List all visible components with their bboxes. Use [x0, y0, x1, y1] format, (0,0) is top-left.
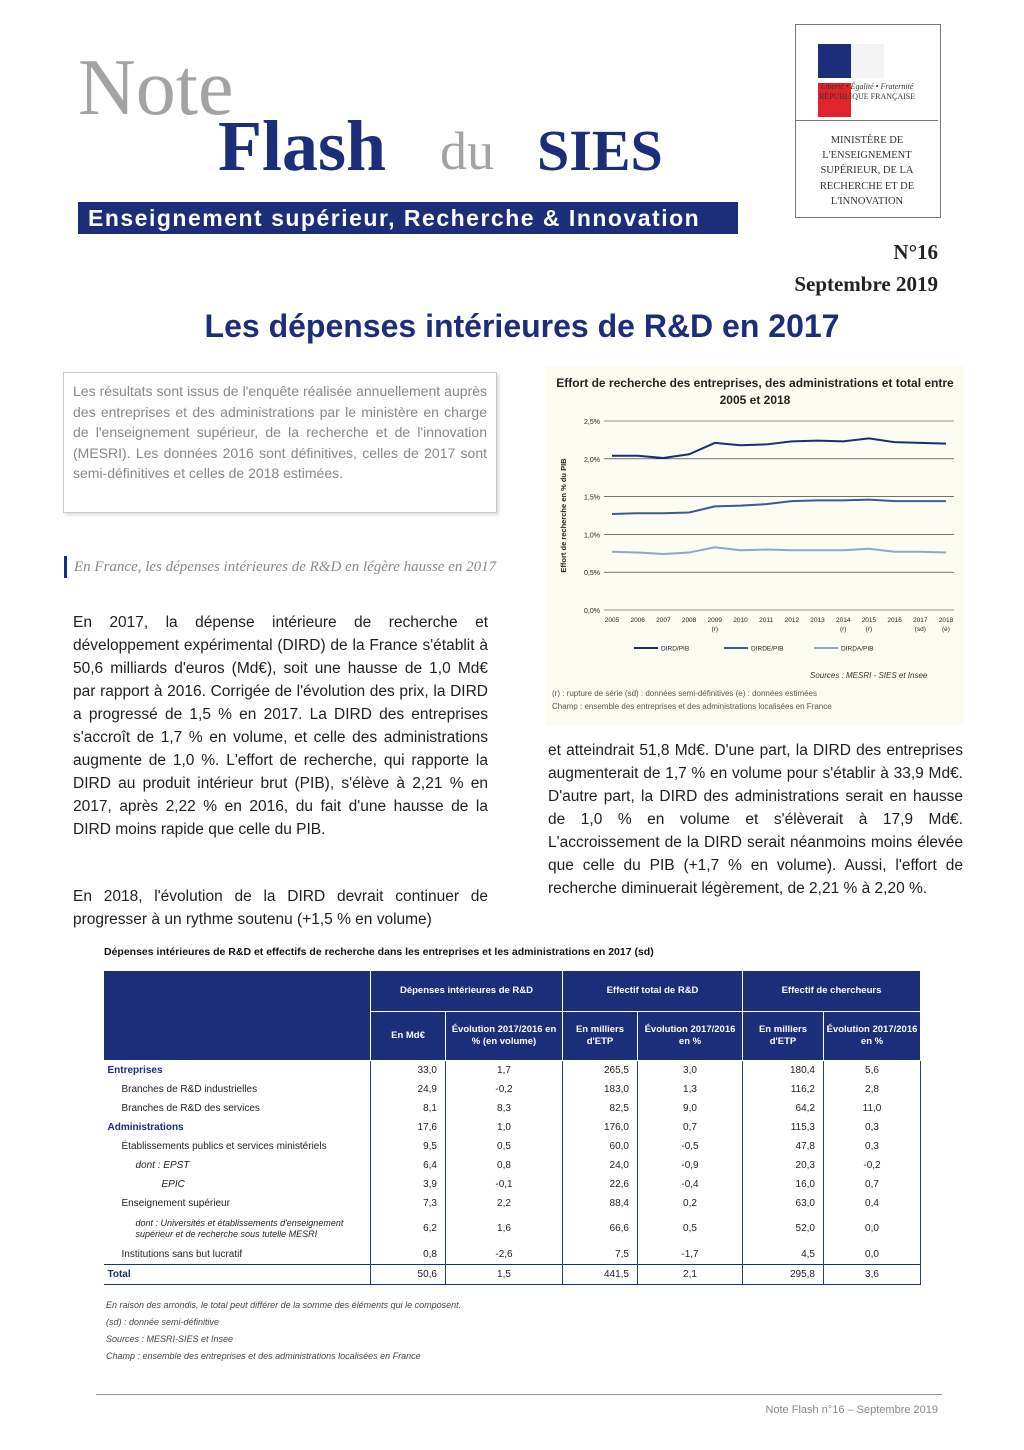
table-cell: 16,0 — [743, 1175, 824, 1194]
x-tick-label: (r) — [865, 626, 873, 633]
x-tick-label: 2014 — [835, 617, 851, 624]
table-cell: 11,0 — [824, 1099, 921, 1118]
table-cell: 0,8 — [446, 1156, 563, 1175]
masthead-sies: SIES — [537, 118, 663, 183]
table-cell: 6,4 — [371, 1156, 446, 1175]
table-cell: 0,3 — [824, 1118, 921, 1137]
x-tick-label: 2012 — [784, 617, 800, 624]
table-cell: 441,5 — [563, 1265, 638, 1285]
row-label: Total — [104, 1265, 371, 1285]
table-cell: -2,6 — [446, 1245, 563, 1265]
row-label: EPIC — [104, 1175, 371, 1194]
table-cell: 0,5 — [446, 1137, 563, 1156]
x-tick-label: (sd) — [914, 626, 926, 633]
y-tick-label: 1,5% — [584, 494, 600, 502]
table-cell: 66,6 — [563, 1213, 638, 1245]
table-title: Dépenses intérieures de R&D et effectifs de recherche dans les entreprises et les administrations en 2017 (sd) — [104, 946, 654, 958]
table-cell: 0,8 — [371, 1245, 446, 1265]
table-cell: 20,3 — [743, 1156, 824, 1175]
chart-notes — [552, 687, 832, 713]
table-cell: 24,9 — [371, 1080, 446, 1099]
table-cell: 1,7 — [446, 1061, 563, 1081]
table-cell: 9,0 — [638, 1099, 743, 1118]
x-tick-label: 2006 — [630, 617, 645, 624]
table-cell: 3,9 — [371, 1175, 446, 1194]
table-cell: 0,0 — [824, 1213, 921, 1245]
table-cell: 4,5 — [743, 1245, 824, 1265]
row-label: Branches de R&D industrielles — [104, 1080, 371, 1099]
table-cell: 2,1 — [638, 1265, 743, 1285]
table-cell: -0,4 — [638, 1175, 743, 1194]
motto: Liberté • Égalité • Fraternité — [820, 82, 914, 91]
table-row — [104, 1099, 921, 1118]
legend-label: DIRDE/PIB — [751, 645, 784, 653]
table-cell: 24,0 — [563, 1156, 638, 1175]
table-header-col: En Md€ — [371, 1012, 446, 1061]
x-tick-label: 2015 — [861, 617, 877, 624]
table-cell: 116,2 — [743, 1080, 824, 1099]
data-table — [103, 970, 921, 1285]
y-axis-label: Effort de recherche en % du PIB — [559, 458, 568, 573]
table-cell: 9,5 — [371, 1137, 446, 1156]
table-cell: -1,7 — [638, 1245, 743, 1265]
table-header-group: Dépenses intérieures de R&D — [371, 971, 563, 1012]
table-row — [104, 1156, 921, 1175]
y-tick-label: 0,0% — [584, 608, 600, 615]
chart-title: Effort de recherche des entreprises, des administrations et total entre 2005 et 2018 — [556, 376, 954, 407]
table-header-col: Évolution 2017/2016 en % — [638, 1012, 743, 1061]
table-header-col: Évolution 2017/2016 en % — [824, 1012, 921, 1061]
issue-date: Septembre 2019 — [794, 272, 938, 296]
series-line — [612, 547, 946, 554]
page-title: Les dépenses intérieures de R&D en 2017 — [204, 308, 840, 344]
republique-name: RÉPUBLIQUE FRANÇAISE — [818, 92, 916, 101]
table-cell: 176,0 — [563, 1118, 638, 1137]
table-cell: 82,5 — [563, 1099, 638, 1118]
table-cell: 1,5 — [446, 1265, 563, 1285]
table-cell: 7,5 — [563, 1245, 638, 1265]
line-chart — [546, 405, 964, 673]
table-cell: 0,2 — [638, 1194, 743, 1213]
footer-rule — [96, 1394, 942, 1395]
table-cell: 0,0 — [824, 1245, 921, 1265]
table-header-group: Effectif de chercheurs — [743, 971, 921, 1012]
table-cell: 50,6 — [371, 1265, 446, 1285]
issue-number: N°16 — [893, 240, 938, 264]
table-row — [104, 1213, 921, 1245]
ministry-name: MINISTÈRE DE L'ENSEIGNEMENT SUPÉRIEUR, DE LA RECHERCHE ET DE L'INNOVATION — [819, 135, 915, 207]
table-cell: 33,0 — [371, 1061, 446, 1081]
section-heading: En France, les dépenses intérieures de R&D en légère hausse en 2017 — [64, 556, 498, 578]
row-label: dont : Universités et établissements d'enseignement supérieur et de recherche sous tutelle MESRI — [104, 1213, 371, 1245]
intro-box: Les résultats sont issus de l'enquête réalisée annuellement auprès des entreprises et des administrations par le ministère en charge de l'enseignement supérieur, de la recherche et de l'innovation (MESRI). Les données 2016 sont définitives, celles de 2017 sont semi-définitives et celles de 2018 estimées. — [63, 372, 497, 513]
table-cell: 2,2 — [446, 1194, 563, 1213]
table-cell: 0,5 — [638, 1213, 743, 1245]
table-row — [104, 1137, 921, 1156]
table-cell: -0,5 — [638, 1137, 743, 1156]
x-tick-label: 2018 — [938, 617, 954, 624]
table-row — [104, 1265, 921, 1285]
row-label: Institutions sans but lucratif — [104, 1245, 371, 1265]
x-tick-label: 2007 — [656, 617, 671, 624]
series-line — [612, 438, 946, 458]
legend-label: DIRD/PIB — [661, 645, 690, 653]
table-header-group: Effectif total de R&D — [563, 971, 743, 1012]
masthead-du: du — [440, 121, 494, 181]
table-cell: 47,8 — [743, 1137, 824, 1156]
x-tick-label: 2005 — [604, 617, 620, 624]
table-row — [104, 1080, 921, 1099]
table-cell: 8,3 — [446, 1099, 563, 1118]
table-cell: 0,7 — [638, 1118, 743, 1137]
chart-source: Sources : MESRI - SIES et Insee — [810, 671, 928, 680]
paragraph-1: En 2017, la dépense intérieure de recherche et développement expérimental (DIRD) de la France s'établit à 50,6 milliards d'euros (Md€), soit une hausse de 1,0 Md€ par rapport à 2016. Corrigée de l'évolution des prix, la DIRD a progressé de 1,5 % en 2017. La DIRD des entreprises s'accroît de 1,7 % en volume, et celle des administrations augmente de 1,0 %. L'effort de recherche, qui rapporte la DIRD au produit intérieur brut (PIB), s'élève à 2,21 % en 2017, après 2,22 % en 2016, du fait d'une hausse de la DIRD moins rapide que celle du PIB. — [73, 614, 488, 838]
table-row — [104, 1245, 921, 1265]
row-label: Administrations — [104, 1118, 371, 1137]
table-cell: 17,6 — [371, 1118, 446, 1137]
table-cell: 180,4 — [743, 1061, 824, 1081]
y-tick-label: 1,0% — [584, 532, 600, 540]
x-tick-label: 2010 — [733, 617, 748, 624]
y-tick-label: 2,0% — [584, 456, 600, 464]
table-note: En raison des arrondis, le total peut différer de la somme des éléments qui le composent. — [106, 1300, 462, 1310]
x-tick-label: (r) — [839, 626, 847, 633]
table-cell: 295,8 — [743, 1265, 824, 1285]
x-tick-label: (e) — [942, 626, 950, 633]
x-tick-label: 2013 — [810, 617, 825, 624]
table-cell: 1,0 — [446, 1118, 563, 1137]
row-label: Enseignement supérieur — [104, 1194, 371, 1213]
table-row — [104, 1118, 921, 1137]
masthead-flash: Flash — [218, 106, 387, 186]
x-tick-label: 2008 — [681, 617, 697, 624]
row-label: Entreprises — [104, 1061, 371, 1081]
x-tick-label: (r) — [711, 626, 719, 633]
table-note: Sources : MESRI-SIES et Insee — [106, 1334, 234, 1344]
table-cell: 60,0 — [563, 1137, 638, 1156]
table-cell: -0,2 — [824, 1156, 921, 1175]
row-label: Établissements publics et services ministériels — [104, 1137, 371, 1156]
x-tick-label: 2017 — [913, 617, 928, 624]
table-cell: 88,4 — [563, 1194, 638, 1213]
table-header-col: Évolution 2017/2016 en % (en volume) — [446, 1012, 563, 1061]
masthead-note: Note — [78, 44, 234, 132]
table-header-empty — [104, 971, 371, 1061]
y-tick-label: 0,5% — [584, 570, 600, 578]
table-cell: 183,0 — [563, 1080, 638, 1099]
table-note: (sd) : donnée semi-définitive — [106, 1317, 220, 1327]
table-cell: 1,3 — [638, 1080, 743, 1099]
table-cell: 2,8 — [824, 1080, 921, 1099]
table-cell: 3,0 — [638, 1061, 743, 1081]
table-cell: 22,6 — [563, 1175, 638, 1194]
table-header-col: En milliers d'ETP — [743, 1012, 824, 1061]
x-tick-label: 2011 — [759, 617, 774, 624]
table-cell: -0,2 — [446, 1080, 563, 1099]
table-cell: 3,6 — [824, 1265, 921, 1285]
paragraph-2: En 2018, l'évolution de la DIRD devrait continuer de progresser à un rythme soutenu (+1,5 % en volume) — [73, 888, 488, 928]
table-notes — [106, 1297, 461, 1365]
table-cell: 8,1 — [371, 1099, 446, 1118]
table-cell: 6,2 — [371, 1213, 446, 1245]
row-label: dont : EPST — [104, 1156, 371, 1175]
table-header-col: En milliers d'ETP — [563, 1012, 638, 1061]
row-label: Branches de R&D des services — [104, 1099, 371, 1118]
masthead-banner: Enseignement supérieur, Recherche & Innovation — [78, 202, 738, 234]
table-cell: 1,6 — [446, 1213, 563, 1245]
republique-label — [806, 82, 928, 102]
table-row — [104, 1194, 921, 1213]
table-cell: 115,3 — [743, 1118, 824, 1137]
paragraph-3: et atteindrait 51,8 Md€. D'une part, la DIRD des entreprises augmenterait de 1,7 % en volume pour s'établir à 33,9 Md€. D'autre part, la DIRD des administrations serait en hausse de 1,0 % en volume et s'élèverait à 17,9 Md€. L'accroissement de la DIRD serait néanmoins moins élevée que celle du PIB (+1,7 % en volume). Aussi, l'effort de recherche diminuerait légèrement, de 2,21 % à 2,20 %. — [548, 742, 963, 897]
legend-label: DIRDA/PIB — [841, 645, 874, 653]
chart-note-1: (r) : rupture de série (sd) : données semi-définitives (e) : données estimées — [552, 689, 818, 698]
table-cell: 52,0 — [743, 1213, 824, 1245]
footer-text: Note Flash n°16 – Septembre 2019 — [765, 1404, 938, 1416]
table-cell: 0,4 — [824, 1194, 921, 1213]
table-cell: 0,7 — [824, 1175, 921, 1194]
series-line — [612, 500, 946, 514]
table-cell: 7,3 — [371, 1194, 446, 1213]
table-cell: 5,6 — [824, 1061, 921, 1081]
table-cell: 63,0 — [743, 1194, 824, 1213]
table-cell: 265,5 — [563, 1061, 638, 1081]
table-cell: -0,9 — [638, 1156, 743, 1175]
table-note: Champ : ensemble des entreprises et des administrations localisées en France — [106, 1351, 421, 1361]
table-row — [104, 1061, 921, 1081]
table-cell: 64,2 — [743, 1099, 824, 1118]
x-tick-label: 2009 — [707, 617, 723, 624]
table-cell: -0,1 — [446, 1175, 563, 1194]
french-flag-icon — [818, 44, 916, 78]
y-tick-label: 2,5% — [584, 419, 600, 426]
chart-note-2: Champ : ensemble des entreprises et des administrations localisées en France — [552, 702, 832, 711]
x-tick-label: 2016 — [887, 617, 902, 624]
table-row — [104, 1175, 921, 1194]
table-cell: 0,3 — [824, 1137, 921, 1156]
